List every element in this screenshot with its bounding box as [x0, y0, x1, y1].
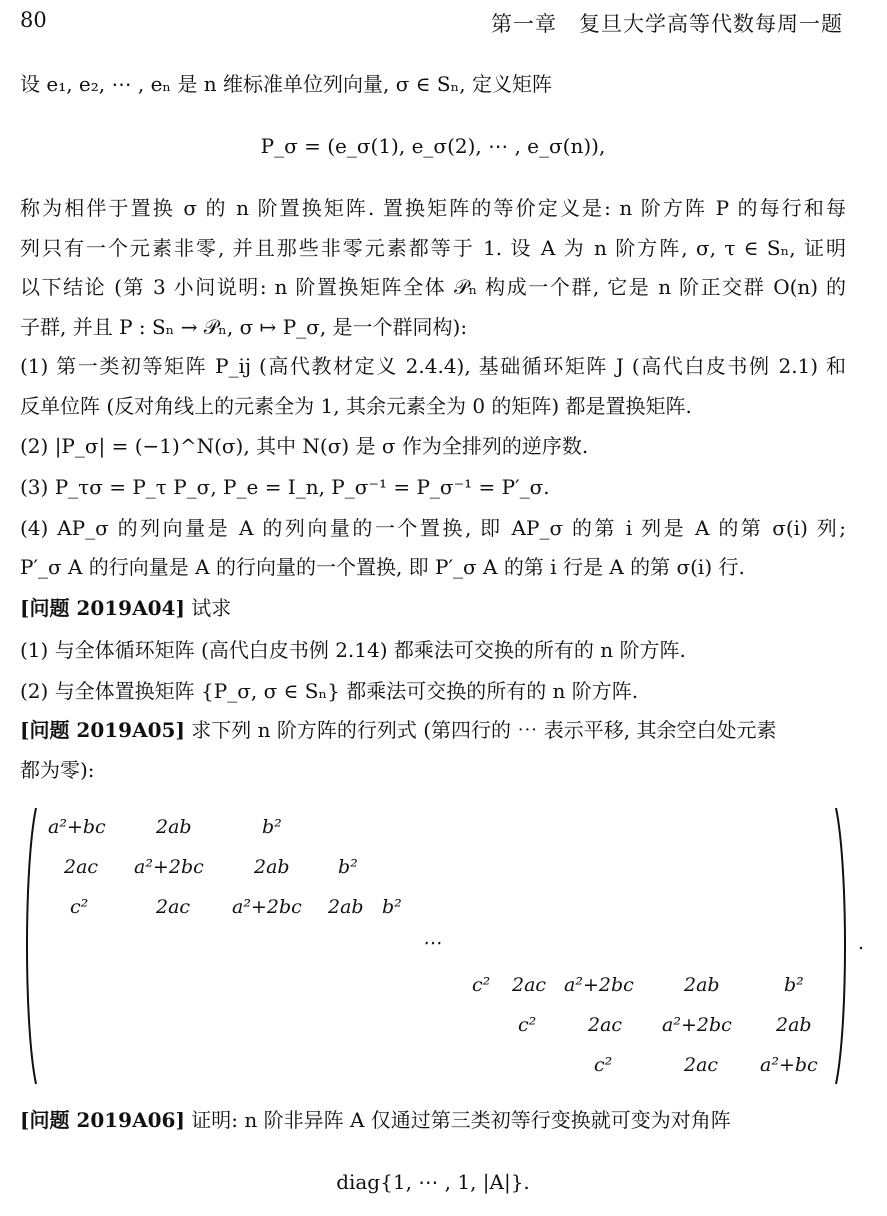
- matrix-cell: a²+2bc: [564, 974, 634, 996]
- matrix-ellipsis: ⋯: [422, 932, 441, 954]
- matrix-cell: 2ab: [156, 816, 192, 838]
- problem-04-q1: (1) 与全体循环矩阵 (高代白皮书例 2.14) 都乘法可交换的所有的 n 阶方阵.: [20, 638, 686, 662]
- paragraph-line-4: 子群, 并且 P : Sₙ → 𝒫ₙ, σ ↦ P_σ, 是一个群同构):: [20, 315, 468, 339]
- right-parenthesis: [834, 806, 850, 1086]
- paragraph-line-3: 以下结论 (第 3 小问说明: n 阶置换矩阵全体 𝒫ₙ 构成一个群, 它是 n 阶正交群 O(n) 的: [20, 275, 846, 299]
- matrix-trailing-period: .: [858, 932, 865, 954]
- matrix-cell: 2ac: [156, 896, 191, 918]
- item-4-line-1: (4) AP_σ 的列向量是 A 的列向量的一个置换, 即 AP_σ 的第 i 列是 A 的第 σ(i) 列;: [20, 516, 846, 540]
- matrix-cell: 2ac: [588, 1014, 623, 1036]
- matrix-cell: 2ac: [64, 856, 99, 878]
- problem-06-label: [问题 2019A06]: [20, 1108, 185, 1132]
- matrix-cell: b²: [262, 816, 282, 838]
- chapter-title: 第一章 复旦大学高等代数每周一题: [491, 12, 843, 36]
- matrix-cell: c²: [594, 1054, 613, 1076]
- matrix-cell: b²: [784, 974, 804, 996]
- paragraph-line-1: 称为相伴于置换 σ 的 n 阶置换矩阵. 置换矩阵的等价定义是: n 阶方阵 P 的每行和每: [20, 196, 846, 220]
- matrix-cell: b²: [338, 856, 358, 878]
- matrix-cell: 2ab: [254, 856, 290, 878]
- item-1-line-2: 反单位阵 (反对角线上的元素全为 1, 其余元素全为 0 的矩阵) 都是置换矩阵.: [20, 394, 692, 418]
- problem-04-heading: [20, 594, 846, 622]
- diag-formula: diag{1, ⋯ , 1, |A|}.: [336, 1170, 530, 1194]
- matrix-cell: 2ab: [776, 1014, 812, 1036]
- matrix-cell: a²+bc: [760, 1054, 818, 1076]
- problem-05-label: [问题 2019A05]: [20, 718, 185, 742]
- matrix-cell: 2ab: [684, 974, 720, 996]
- item-4-line-2: P′_σ A 的行向量是 A 的行向量的一个置换, 即 P′_σ A 的第 i 行是 A 的第 σ(i) 行.: [20, 555, 745, 579]
- matrix-cell: a²+2bc: [134, 856, 204, 878]
- problem-06-text: 证明: n 阶非异阵 A 仅通过第三类初等行变换就可变为对角阵: [184, 1108, 731, 1132]
- problem-04-label: [问题 2019A04]: [20, 596, 185, 620]
- permutation-matrix-formula: P_σ = (e_σ(1), e_σ(2), ⋯ , e_σ(n)),: [260, 134, 606, 158]
- matrix-cell: c²: [472, 974, 491, 996]
- matrix-cell: a²+2bc: [662, 1014, 732, 1036]
- problem-05-text-1: 求下列 n 阶方阵的行列式 (第四行的 ⋯ 表示平移, 其余空白处元素: [184, 718, 777, 742]
- problem-04-q2: (2) 与全体置换矩阵 {P_σ, σ ∈ Sₙ} 都乘法可交换的所有的 n 阶方阵.: [20, 679, 639, 703]
- matrix-cell: a²+2bc: [232, 896, 302, 918]
- intro-line: 设 e₁, e₂, ⋯ , eₙ 是 n 维标准单位列向量, σ ∈ Sₙ, 定义矩阵: [20, 72, 552, 96]
- matrix-cell: a²+bc: [48, 816, 106, 838]
- problem-05-heading: [20, 716, 846, 744]
- problem-06-heading: [20, 1106, 846, 1134]
- matrix-cell: 2ac: [684, 1054, 719, 1076]
- paragraph-line-2: 列只有一个元素非零, 并且那些非零元素都等于 1. 设 A 为 n 阶方阵, σ, τ ∈ Sₙ, 证明: [20, 236, 846, 260]
- matrix-cell: c²: [518, 1014, 537, 1036]
- problem-04-text: 试求: [184, 596, 232, 620]
- matrix-cell: b²: [382, 896, 402, 918]
- matrix-cell: 2ab: [328, 896, 364, 918]
- determinant-matrix: [22, 806, 865, 1086]
- matrix-cell: 2ac: [512, 974, 547, 996]
- page-number: 80: [20, 8, 47, 32]
- item-3: (3) P_τσ = P_τ P_σ, P_e = I_n, P_σ⁻¹ = P_σ⁻¹ = P′_σ.: [20, 475, 550, 499]
- matrix-cell: c²: [70, 896, 89, 918]
- item-1-line-1: (1) 第一类初等矩阵 P_ij (高代教材定义 2.4.4), 基础循环矩阵 J (高代白皮书例 2.1) 和: [20, 354, 846, 378]
- left-parenthesis: [22, 806, 38, 1086]
- problem-05-text-2: 都为零):: [20, 758, 95, 782]
- item-2: (2) |P_σ| = (−1)^N(σ), 其中 N(σ) 是 σ 作为全排列的逆序数.: [20, 434, 589, 458]
